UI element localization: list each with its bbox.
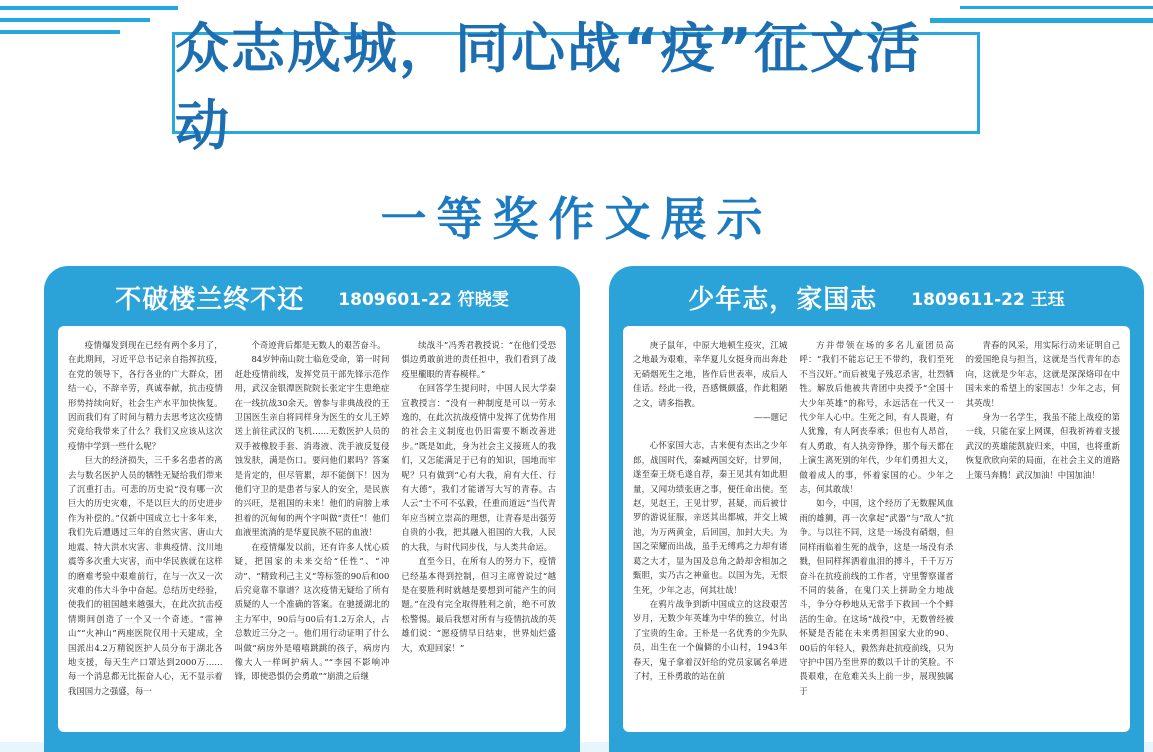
paragraph: 方并带领在场的多名儿童团员高呼：“我们不能忘记王不带约，我们至死不当汉奸。”而后被鬼子残忍杀害，壮烈牺牲。解放后他被共青团中央授予“全国十大少年英雄”的称号，永远活在一代又一代少年人心中。生死之间，有人畏避，有人犹豫，有人阿丧奉承；但也有人昂首，有人勇敢，有人执旁铮铮，那个每天都在上演生离死别的年代，少年们勇担大义，做着成人的事，怀着家国的心。少年之志，何其敢哉！ — [799, 340, 954, 495]
essay-column — [966, 338, 1120, 732]
paragraph: 续战斗”冯秀君教授说：“在他们受恐惧边勇敢前进的责任担中，我们看到了战疫里櫳眼的青春模样。” — [401, 340, 557, 379]
essay-header — [609, 266, 1144, 328]
page-subtitle: 一等奖作文展示 — [380, 192, 773, 246]
paragraph: 在鸦片战争到新中国成立的这段艰苦岁月，无数少年英雄为中华的独立，付出了宝贵的生命。王朴是一名优秀的少先队员，出生在一个偏僻的小山村，1943年春天，鬼子拿着汉奸给的党员家属名单进了村，王朴勇敢的站在前 — [633, 598, 788, 681]
epigraph-signature: ——题记 — [753, 412, 788, 423]
essay-panel-right — [609, 266, 1144, 752]
paragraph: 如今，中国，这个经历了无数腥风血雨的雄狮，再一次拿起“武器”与“敌人”抗争。与以往不同，这是一场没有硝烟，但同样雨临着生死的战争，这是一场没有杀戮，但同样挥洒着血泪的搏斗，千千万万奋斗在抗疫前线的工作者，守里警察谨者不同的装备，在鬼门关上拼助全力地战斗，争分夺秒地从无常手下救回一个个鲜活的生命。在这场“战役”中，无数曾经被怀疑是否能在未来勇担国家大业的90、00后的年轻人，毅然奔赴抗疫前线，只为守护中国乃至世界的数以千计的笑脸。不畏艰难，在危难关头上前一步，展现独属于 — [799, 498, 954, 696]
essay-panel-left — [44, 266, 580, 752]
essay-column — [799, 338, 953, 732]
paragraph: 巨大的经济损失，三千多名患者的离去与数名医护人员的牺牲无疑给我们带来了沉重打击。可悲的历史说“没有哪一次巨大的历史灾难，不是以巨大的历史进步作为补偿的。”仅新中国成立七十多年来，我们先后遭遇过三年的自然灾害、唐山大地震、特大洪水灾害、非典疫情、汶川地震等多次重大灾害，而中华民族就在这样的磨难考验中艰难前行，在与一次又一次灾难的伟大斗争中奋起。总结历史经验，使我们的祖国越来越强大，在此次抗击疫情期间创造了一个又一个奇迹。“雷神山”“火神山”两座医院仅用十天建成，全国派出4.2万精锐医护人员分布于湖北各地支援，每天生产口罩达到2000万……每一个消息都无比振奋人心，无不显示着我国国力之强盛，每一 — [68, 455, 223, 696]
paragraph: 84岁钟南山院士临危受命，第一时间赶赴疫情前线，发挥党员干部先锋示范作用，武汉金银潭医院院长张定宇生患绝症在一线抗战30余天。曾参与非典战役的王卫国医生亲自将同样身为医生的女儿王婷送上前往武汉的飞机……无数医护人员的双手被橡胶手套、消毒液、洗手液反复侵蚀发肤，满是伤口。要问他们累吗？答案是肯定的，但尽管累，却不能倒下！因为他们守卫的是患者与家人的安全，是民族的兴旺，是祖国的未来！他们的肩膀上承担着的沉甸甸的两个字叫做“责任”！他们血液里流淌的是华夏民族不屈的血液！ — [234, 354, 390, 538]
essay-author: 1809601-22 符晓雯 — [338, 289, 509, 310]
decor-stripe — [960, 6, 1153, 9]
essay-author: 1809611-22 王珏 — [911, 289, 1065, 310]
paragraph: 在疫情爆发以前，还有许多人忧心质疑，把国家的未来交给“任性”、“冲动”、“精致利己主义”等标签的90后和00后究竟靠不靠谱？这次疫情无疑给了所有质疑的人一个准确的答案。在驰援湖北的主力军中，90后与00后有1.2万余人，占总数近三分之一。他们用行动证明了什么叫做“病房外是嘻嘻跳跳的孩子，病房内像大人一样呵护病人。”“李园不影响冲锋，即使恐惧仍会勇敢”“崩溃之后继 — [234, 541, 390, 682]
page-title: 众志成城，同心战“疫”征文活动 — [175, 17, 922, 157]
essay-title: 少年志，家国志 — [688, 284, 878, 315]
essay-title: 不破楼兰终不还 — [115, 284, 305, 315]
paragraph: 直至今日，在所有人的努力下，疫情已经基本得到控制，但习主席曾说过“越是在要胜利时就越是要想到可能产生的问题。”在没有完全取得胜利之前，绝不可放松警惕。最后我想对所有与疫情抗战的英雄们说：“愿疫情早日结束，世界灿烂盛大，欢迎回家！” — [401, 556, 557, 653]
essay-column — [633, 338, 787, 732]
paragraph: 疫情爆发到现在已经有两个多月了，在此期间，习近平总书记亲自指挥抗疫，在党的领导下，各行各业的广大群众，团结一心，不辞辛劳，真诚奉献，抗击疫情形势持续向好，社会生产水平加快恢复。因而我们有了时间与精力去思考这次疫情究竟给我带来了什么？我们又应该从这次疫情中学到一些什么呢？ — [68, 340, 223, 451]
essay-column — [401, 338, 556, 732]
essay-column — [68, 338, 223, 732]
paragraph: 庚子鼠年，中原大地顿生疫灾，江城之地最为艰难，幸华夏儿女挺身而出奔赴无硝烟死生之地，皆作后世表率，成后人佳话。经此一役，吾感慨颇盛，作此粗陋之文，请多指教。 — [633, 340, 788, 408]
essay-column — [235, 338, 390, 732]
title-banner — [172, 17, 980, 157]
decor-stripe — [0, 30, 120, 34]
paragraph: 在回答学生提问时，中国人民大学秦宣教授言：“没有一种制度是可以一劳永逸的，在此次抗战疫情中发挥了优势作用的社会主义制度也仍旧需要不断改善进步。”既是如此，身为社会主义接班人的我们，又怎能满足于已有的知识，国地而牢呢？只有做到“心有大我，肩有大任、行有大德”，我们才能谱写大写的青春。古人云“士不可不弘毅，任重而道远”当代青年应当树立崇高的理想，让青春是出强劳自贵的小我，把其融入祖国的大我，人民的大我，与时代同步伐，与人类共命运。 — [401, 383, 557, 552]
decor-stripe — [0, 6, 178, 10]
paragraph: 青春的风采，用实际行动来证明自己的爱国绝良与担当，这就是当代青年的态向，这就是少年志，这就是深深烙印在中国未来的希望上的家国志！少年之志，何其英哉！ — [965, 340, 1120, 408]
spacer — [633, 424, 787, 438]
paragraph: 身为一名学生，我虽不能上战疫的第一线，只能在家上网课，但我祈祷着支援武汉的英雄能凯旋归来，中国，也将重新恢复欣欣向荣的局面，在社会主义的道路上策马奔腾！武汉加油！中国加油！ — [965, 412, 1120, 480]
paragraph: 心怀家国大志，古来便有杰出之少年郎，战国时代，秦臧两国交好，廿罗间，遂至秦王烧毛遂自荐，秦王见其有如此胆量，又闻功绩张唐之事，便任命出使。至赵，见赵王，王见廿罗，甚疑，而后被廿罗的游说征服，亲送其出都城，并交上城池，为万两黄金，后回国，加封大夫。为国之荣耀而出战，虽手无缚鸡之力却有诸葛之大才，显为国及总角之龄却舍相加之甄胆，实乃古之神童也。以国为先，无恨生死，少年之志，何其壮哉！ — [633, 440, 788, 595]
paragraph: 个奇迹背后都是无数人的艰苦奋斗。 — [251, 340, 386, 350]
decor-stripe — [0, 18, 150, 22]
essay-body — [58, 326, 566, 732]
essay-header — [44, 266, 580, 328]
essay-body — [623, 326, 1130, 732]
